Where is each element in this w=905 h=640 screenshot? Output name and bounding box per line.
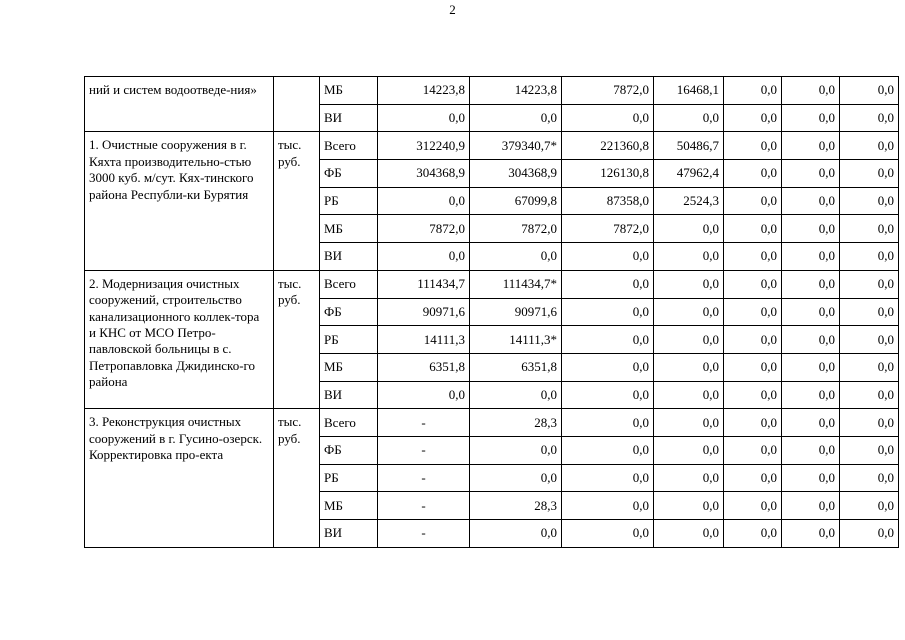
funding-source-cell: МБ xyxy=(320,353,378,381)
value-cell: 0,0 xyxy=(562,326,654,354)
funding-source-cell: МБ xyxy=(320,77,378,105)
value-cell: 90971,6 xyxy=(470,298,562,326)
value-cell: 0,0 xyxy=(654,492,724,520)
funding-source-cell: РБ xyxy=(320,464,378,492)
value-cell: 0,0 xyxy=(782,326,840,354)
value-cell: 16468,1 xyxy=(654,77,724,105)
value-cell: 87358,0 xyxy=(562,187,654,215)
value-cell: 0,0 xyxy=(562,104,654,132)
table-row xyxy=(85,132,899,160)
value-cell: 6351,8 xyxy=(378,353,470,381)
item-name-cell: 3. Реконструкция очистных сооружений в г. Гусино-озерск. Корректировка про-екта xyxy=(85,409,274,547)
value-cell: 47962,4 xyxy=(654,160,724,188)
value-cell: 0,0 xyxy=(840,464,899,492)
value-cell: 0,0 xyxy=(378,104,470,132)
value-cell: 0,0 xyxy=(782,215,840,243)
value-cell: 0,0 xyxy=(782,160,840,188)
table-row xyxy=(85,77,899,105)
value-cell: 0,0 xyxy=(782,436,840,464)
value-cell: 0,0 xyxy=(562,436,654,464)
value-cell: 0,0 xyxy=(654,409,724,437)
value-cell: 0,0 xyxy=(840,104,899,132)
value-cell: 0,0 xyxy=(562,464,654,492)
funding-source-cell: РБ xyxy=(320,326,378,354)
value-cell: 0,0 xyxy=(470,520,562,548)
funding-source-cell: МБ xyxy=(320,215,378,243)
value-cell: 7872,0 xyxy=(378,215,470,243)
value-cell: 2524,3 xyxy=(654,187,724,215)
value-cell: 28,3 xyxy=(470,492,562,520)
unit-cell: тыс. руб. xyxy=(274,270,320,408)
value-cell: 0,0 xyxy=(840,353,899,381)
value-cell: 0,0 xyxy=(562,270,654,298)
value-cell: 0,0 xyxy=(562,243,654,271)
budget-table-body xyxy=(85,77,899,548)
funding-source-cell: ВИ xyxy=(320,520,378,548)
value-cell: 0,0 xyxy=(470,243,562,271)
value-cell: 50486,7 xyxy=(654,132,724,160)
value-cell: 0,0 xyxy=(724,353,782,381)
funding-source-cell: Всего xyxy=(320,132,378,160)
table-row xyxy=(85,270,899,298)
value-cell: 0,0 xyxy=(654,464,724,492)
value-cell: 0,0 xyxy=(782,492,840,520)
value-cell: 379340,7* xyxy=(470,132,562,160)
page-number: 2 xyxy=(449,2,456,17)
value-cell: 0,0 xyxy=(724,270,782,298)
value-cell: 0,0 xyxy=(782,77,840,105)
value-cell: 0,0 xyxy=(654,298,724,326)
funding-source-cell: ФБ xyxy=(320,298,378,326)
value-cell: 0,0 xyxy=(840,492,899,520)
value-cell: 0,0 xyxy=(782,464,840,492)
unit-cell: тыс. руб. xyxy=(274,132,320,270)
value-cell: 0,0 xyxy=(724,187,782,215)
value-cell: 0,0 xyxy=(654,326,724,354)
value-cell: 0,0 xyxy=(654,270,724,298)
value-cell: 0,0 xyxy=(782,298,840,326)
value-cell: 0,0 xyxy=(724,243,782,271)
funding-source-cell: РБ xyxy=(320,187,378,215)
value-cell: 0,0 xyxy=(562,492,654,520)
value-cell: 0,0 xyxy=(840,77,899,105)
value-cell: 0,0 xyxy=(654,353,724,381)
value-cell: 221360,8 xyxy=(562,132,654,160)
value-cell: 126130,8 xyxy=(562,160,654,188)
table-row xyxy=(85,409,899,437)
value-cell: 0,0 xyxy=(782,243,840,271)
value-cell: 0,0 xyxy=(724,520,782,548)
item-name-cell: 1. Очистные сооружения в г. Кяхта производительно-стью 3000 куб. м/сут. Кях-тинского района Республи-ки Бурятия xyxy=(85,132,274,270)
item-name-cell: 2. Модернизация очистных сооружений, строительство канализационного коллек-тора и КНС от МСО Петро-павловской больницы в с. Петропавловка Джидинско-го района xyxy=(85,270,274,408)
value-cell: 0,0 xyxy=(378,187,470,215)
value-cell: 0,0 xyxy=(654,215,724,243)
value-cell: 0,0 xyxy=(782,187,840,215)
value-cell: 0,0 xyxy=(724,409,782,437)
value-cell: 7872,0 xyxy=(470,215,562,243)
unit-cell xyxy=(274,77,320,132)
value-cell: 14223,8 xyxy=(470,77,562,105)
value-cell: 0,0 xyxy=(840,436,899,464)
value-cell: 0,0 xyxy=(840,326,899,354)
value-cell: 0,0 xyxy=(562,353,654,381)
funding-source-cell: ФБ xyxy=(320,160,378,188)
value-cell: 0,0 xyxy=(562,381,654,409)
value-cell: 0,0 xyxy=(724,436,782,464)
value-cell: 0,0 xyxy=(782,381,840,409)
value-cell: 0,0 xyxy=(654,381,724,409)
funding-source-cell: ВИ xyxy=(320,381,378,409)
value-cell: 0,0 xyxy=(378,243,470,271)
value-cell: 0,0 xyxy=(840,270,899,298)
unit-cell: тыс. руб. xyxy=(274,409,320,547)
value-cell: 0,0 xyxy=(724,132,782,160)
value-cell: 0,0 xyxy=(840,132,899,160)
value-cell: 0,0 xyxy=(782,270,840,298)
value-cell: 0,0 xyxy=(562,298,654,326)
funding-source-cell: Всего xyxy=(320,270,378,298)
value-cell: 0,0 xyxy=(470,381,562,409)
value-cell: 0,0 xyxy=(782,132,840,160)
value-cell: 0,0 xyxy=(654,104,724,132)
value-cell: 14111,3* xyxy=(470,326,562,354)
value-cell: 14223,8 xyxy=(378,77,470,105)
value-cell: - xyxy=(378,409,470,437)
value-cell: 0,0 xyxy=(654,243,724,271)
value-cell: 0,0 xyxy=(378,381,470,409)
value-cell: 111434,7 xyxy=(378,270,470,298)
funding-source-cell: ВИ xyxy=(320,104,378,132)
value-cell: 67099,8 xyxy=(470,187,562,215)
value-cell: 0,0 xyxy=(840,160,899,188)
value-cell: 0,0 xyxy=(724,298,782,326)
value-cell: 0,0 xyxy=(724,104,782,132)
value-cell: 90971,6 xyxy=(378,298,470,326)
value-cell: 0,0 xyxy=(840,243,899,271)
value-cell: 0,0 xyxy=(654,436,724,464)
value-cell: 7872,0 xyxy=(562,77,654,105)
value-cell: - xyxy=(378,492,470,520)
value-cell: 0,0 xyxy=(840,409,899,437)
funding-source-cell: ВИ xyxy=(320,243,378,271)
value-cell: 0,0 xyxy=(840,187,899,215)
value-cell: 14111,3 xyxy=(378,326,470,354)
value-cell: 0,0 xyxy=(840,298,899,326)
value-cell: 0,0 xyxy=(724,492,782,520)
value-cell: 0,0 xyxy=(724,160,782,188)
value-cell: 111434,7* xyxy=(470,270,562,298)
funding-source-cell: МБ xyxy=(320,492,378,520)
value-cell: 304368,9 xyxy=(470,160,562,188)
value-cell: 0,0 xyxy=(562,520,654,548)
value-cell: 0,0 xyxy=(724,381,782,409)
value-cell: 7872,0 xyxy=(562,215,654,243)
value-cell: 0,0 xyxy=(840,381,899,409)
funding-source-cell: Всего xyxy=(320,409,378,437)
value-cell: - xyxy=(378,520,470,548)
value-cell: 28,3 xyxy=(470,409,562,437)
funding-source-cell: ФБ xyxy=(320,436,378,464)
value-cell: 0,0 xyxy=(724,77,782,105)
value-cell: 0,0 xyxy=(470,104,562,132)
value-cell: 312240,9 xyxy=(378,132,470,160)
value-cell: 6351,8 xyxy=(470,353,562,381)
value-cell: 0,0 xyxy=(562,409,654,437)
budget-table xyxy=(84,76,899,548)
value-cell: 0,0 xyxy=(840,215,899,243)
value-cell: 0,0 xyxy=(724,215,782,243)
value-cell: 0,0 xyxy=(782,104,840,132)
value-cell: 0,0 xyxy=(654,520,724,548)
value-cell: 0,0 xyxy=(470,464,562,492)
value-cell: 0,0 xyxy=(724,326,782,354)
value-cell: 0,0 xyxy=(782,409,840,437)
value-cell: - xyxy=(378,436,470,464)
value-cell: 304368,9 xyxy=(378,160,470,188)
value-cell: 0,0 xyxy=(782,520,840,548)
value-cell: - xyxy=(378,464,470,492)
value-cell: 0,0 xyxy=(724,464,782,492)
item-name-cell: ний и систем водоотведе-ния» xyxy=(85,77,274,132)
value-cell: 0,0 xyxy=(840,520,899,548)
value-cell: 0,0 xyxy=(470,436,562,464)
value-cell: 0,0 xyxy=(782,353,840,381)
